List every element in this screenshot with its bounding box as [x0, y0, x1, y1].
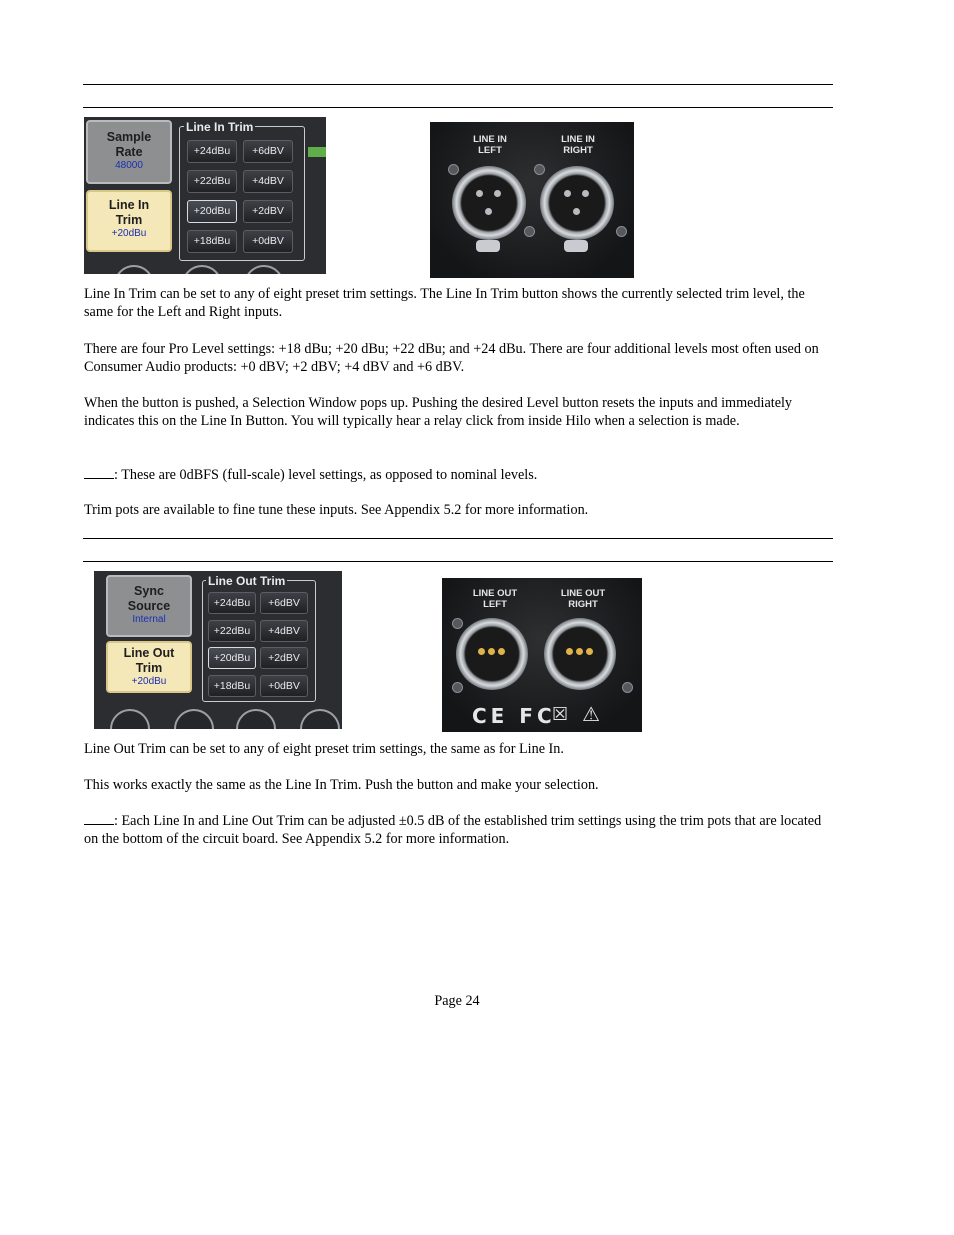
section1-top-rule — [83, 84, 833, 85]
paragraph-line-out-intro: Line Out Trim can be set to any of eight preset trim settings, the same as for Line In. — [84, 741, 564, 757]
section1-bottom-rule — [83, 107, 833, 108]
line-out-trim-value: +20dBu — [131, 676, 167, 687]
note-label-blank — [84, 812, 114, 825]
trim-option-button[interactable]: +20dBu — [187, 200, 237, 223]
section2-top-rule — [83, 538, 833, 539]
line-in-left-label: LINE IN LEFT — [473, 134, 507, 156]
line-out-trim-title: Line Out Trim — [123, 646, 175, 675]
trim-option-button[interactable]: +2dBV — [243, 200, 293, 223]
trim-option-button[interactable]: +20dBu — [208, 647, 256, 669]
line-out-right-label: LINE OUT RIGHT — [560, 588, 606, 610]
line-out-trim-button — [106, 641, 192, 693]
trim-option-button[interactable]: +22dBu — [208, 620, 256, 642]
trim-option-button[interactable]: +24dBu — [208, 592, 256, 614]
line-out-connectors-image — [442, 578, 642, 732]
line-in-trim-button — [86, 190, 172, 252]
xlr-out-right-jack — [544, 618, 616, 690]
sample-rate-button — [86, 120, 172, 184]
line-in-right-label: LINE IN RIGHT — [561, 134, 595, 156]
certification-marks: CE FC — [472, 704, 556, 728]
paragraph-line-in-intro: Line In Trim can be set to any of eight preset trim settings. The Line In Trim button shows the currently selected trim level, the same for the Left and Right inputs. — [84, 286, 805, 320]
note-0dbfs-text: : These are 0dBFS (full-scale) level settings, as opposed to nominal levels. — [114, 467, 538, 483]
trim-option-button[interactable]: +18dBu — [208, 675, 256, 697]
trim-option-button[interactable]: +4dBV — [243, 170, 293, 193]
line-out-trim-ui-image — [94, 571, 342, 729]
paragraph-pro-levels: There are four Pro Level settings: +18 dBu; +20 dBu; +22 dBu; and +24 dBu. There are four additional levels most often used on Consumer Audio products: +0 dBV; +2 dBV; +4 dBV and +6 dBV. — [84, 341, 819, 375]
sync-source-title: Sync Source — [127, 584, 171, 613]
knob — [174, 709, 214, 729]
note-trim-adjust — [84, 812, 834, 848]
paragraph-trim-pots: Trim pots are available to fine tune these inputs. See Appendix 5.2 for more information. — [84, 502, 589, 518]
trim-option-button[interactable]: +24dBu — [187, 140, 237, 163]
paragraph-same-as-line-in: This works exactly the same as the Line In Trim. Push the button and make your selection. — [84, 777, 599, 793]
xlr-out-left-jack — [456, 618, 528, 690]
line-in-trim-ui-image — [84, 117, 326, 274]
note-trim-adjust-text: : Each Line In and Line Out Trim can be adjusted ±0.5 dB of the established trim settings using the trim pots that are located on the bottom of the circuit board. See Appendix 5.2 for more information. — [84, 813, 822, 847]
weee-bin-icon: ☒ — [552, 704, 569, 725]
page-number: Page 24 — [434, 993, 480, 1009]
knob — [244, 265, 284, 274]
note-0dbfs — [84, 466, 834, 485]
line-in-trim-group-title: Line In Trim — [186, 120, 254, 134]
line-out-left-label: LINE OUT LEFT — [472, 588, 518, 610]
line-in-trim-title: Line In Trim — [108, 198, 150, 227]
trim-option-button[interactable]: +2dBV — [260, 647, 308, 669]
knob — [300, 709, 340, 729]
knob — [236, 709, 276, 729]
section2-bottom-rule — [83, 561, 833, 562]
paragraph-selection-window: When the button is pushed, a Selection Window pops up. Pushing the desired Level button resets the inputs and immediately indicates this on the Line In Button. You will typically hear a relay click from inside Hilo when a selection is made. — [84, 395, 793, 429]
sync-source-button — [106, 575, 192, 637]
knob — [182, 265, 222, 274]
sample-rate-value: 48000 — [115, 160, 143, 171]
xlr-right-jack — [540, 166, 614, 240]
trim-option-button[interactable]: +4dBV — [260, 620, 308, 642]
trim-option-button[interactable]: +6dBV — [260, 592, 308, 614]
trim-option-button[interactable]: +0dBV — [243, 230, 293, 253]
line-in-connectors-image — [430, 122, 634, 278]
trim-option-button[interactable]: +6dBV — [243, 140, 293, 163]
xlr-left-jack — [452, 166, 526, 240]
line-in-trim-value: +20dBu — [111, 228, 147, 239]
trim-option-button[interactable]: +0dBV — [260, 675, 308, 697]
knob — [114, 265, 154, 274]
knob — [110, 709, 150, 729]
line-out-trim-group-title: Line Out Trim — [208, 574, 286, 588]
warning-triangle-icon: ⚠ — [582, 702, 600, 726]
note-label-blank — [84, 466, 114, 479]
sample-rate-title: Sample Rate — [106, 130, 152, 159]
trim-option-button[interactable]: +18dBu — [187, 230, 237, 253]
trim-option-button[interactable]: +22dBu — [187, 170, 237, 193]
sync-source-value: Internal — [132, 614, 166, 625]
